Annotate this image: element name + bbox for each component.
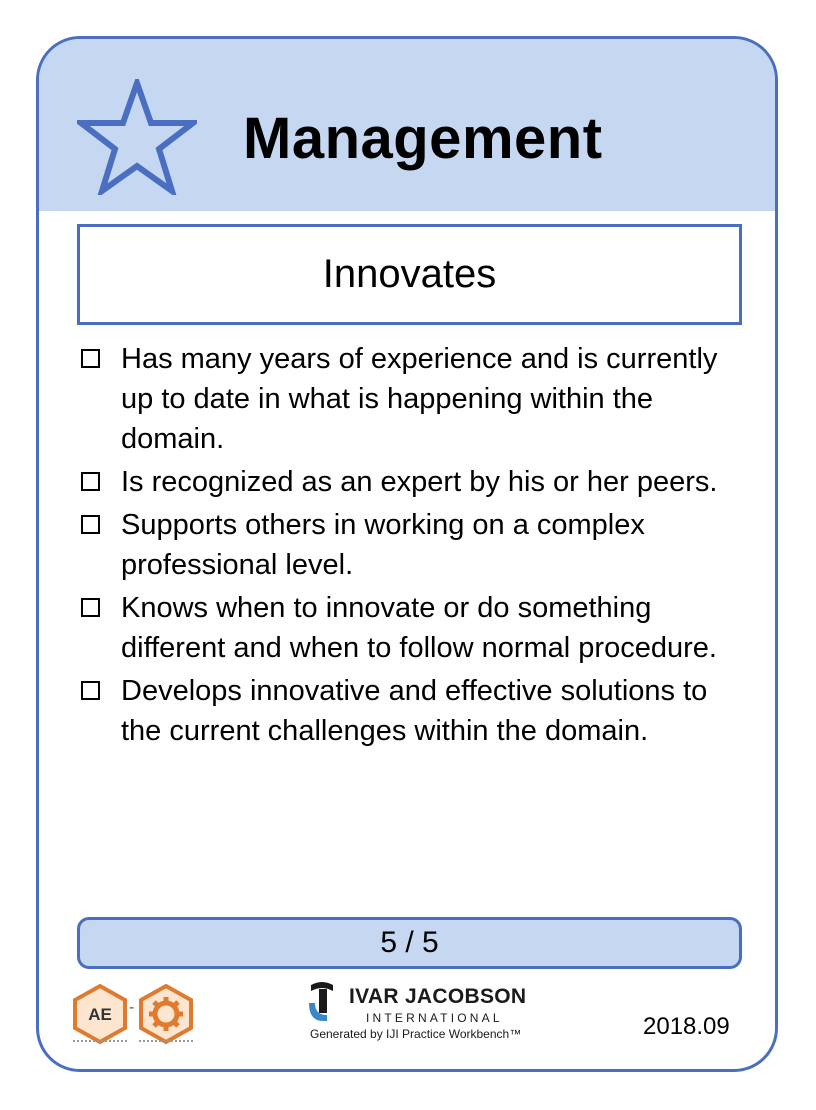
alpha-state-card bbox=[36, 36, 778, 1072]
version-label: 2018.09 bbox=[643, 1013, 730, 1040]
checklist-item-text: Has many years of experience and is currently up to date in what is happening within the domain. bbox=[121, 343, 718, 455]
checklist-item bbox=[77, 671, 747, 751]
hexagon-badge-icon bbox=[71, 983, 129, 1045]
checklist-item bbox=[77, 505, 747, 585]
checkbox-icon[interactable] bbox=[81, 472, 100, 491]
checklist-item bbox=[77, 339, 747, 459]
checklist-item-text: Supports others in working on a complex professional level. bbox=[121, 509, 645, 581]
badge-text: AE bbox=[88, 1005, 112, 1024]
badge-separator: - bbox=[129, 999, 135, 1016]
checklist-item-text: Is recognized as an expert by his or her peers. bbox=[121, 466, 718, 498]
checklist-item bbox=[77, 588, 747, 668]
badge-underline bbox=[73, 1040, 127, 1042]
state-name: Innovates bbox=[322, 252, 497, 296]
checkbox-icon[interactable] bbox=[81, 598, 100, 617]
brand-subtitle: INTERNATIONAL bbox=[366, 1011, 503, 1025]
checklist-item bbox=[77, 462, 747, 502]
checkbox-icon[interactable] bbox=[81, 515, 100, 534]
gear-hexagon-icon bbox=[137, 983, 195, 1045]
checkbox-icon[interactable] bbox=[81, 681, 100, 700]
badge-underline bbox=[139, 1040, 193, 1042]
ivar-jacobson-logo bbox=[305, 979, 339, 1023]
brand-name: IVAR JACOBSON bbox=[349, 985, 527, 1008]
card-category-title: Management bbox=[243, 106, 603, 171]
state-progress-bar bbox=[77, 917, 742, 969]
card-header bbox=[39, 39, 775, 211]
star-icon bbox=[77, 79, 197, 195]
checklist-item-text: Develops innovative and effective solutions to the current challenges within the domain. bbox=[121, 675, 708, 747]
state-progress-label: 5 / 5 bbox=[380, 926, 439, 959]
checkbox-icon[interactable] bbox=[81, 349, 100, 368]
checklist-item-text: Knows when to innovate or do something different and when to follow normal procedure. bbox=[121, 592, 717, 664]
generated-by-note: Generated by IJI Practice Workbench™ bbox=[310, 1027, 522, 1041]
checklist bbox=[77, 339, 747, 754]
state-name-box bbox=[77, 224, 742, 325]
